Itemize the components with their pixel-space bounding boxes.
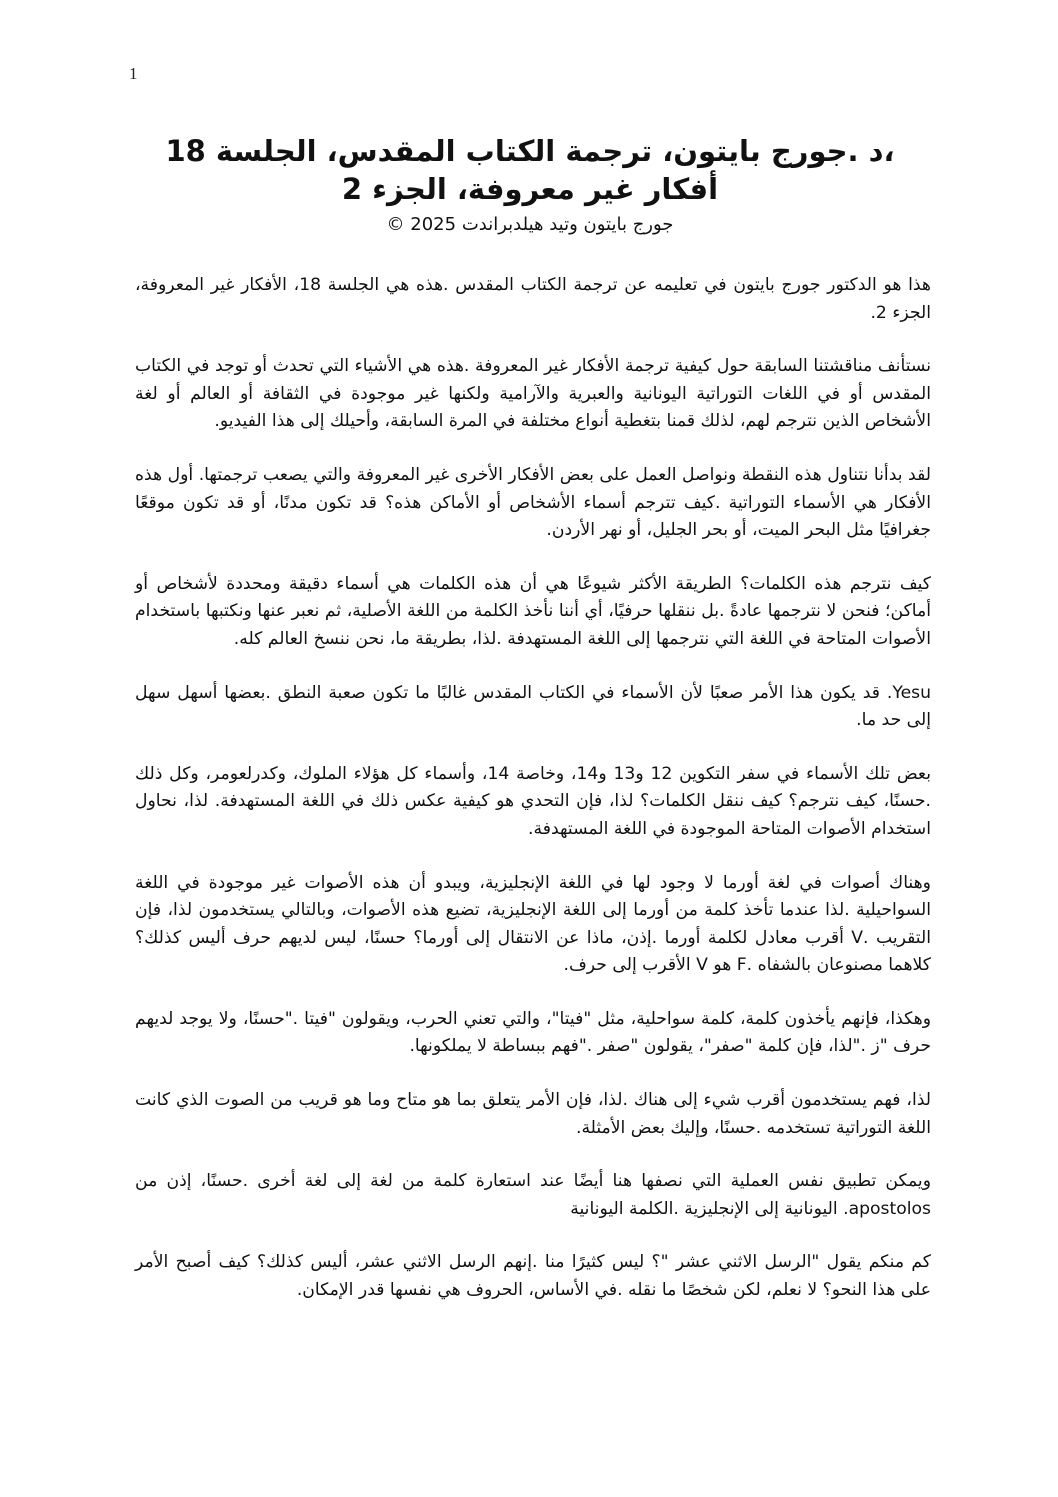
paragraph-6: بعض تلك الأسماء في سفر التكوين 12 و13 و14، وخاصة 14، وأسماء كل هؤلاء الملوك، وكدرلعومر، وكل ذلك .حسنًا، كيف نترجم؟ كيف ننقل الكلمات؟ لذا، فإن التحدي هو كيفية عكس ذلك في اللغة المستهدفة. لذا، نحاول استخدام الأصوات المتاحة الموجودة في اللغة المستهدفة. <box>135 763 931 839</box>
paragraph-1: هذا هو الدكتور جورج بايتون في تعليمه عن ترجمة الكتاب المقدس .هذه هي الجلسة 18، الأفكار غير المعروفة، الجزء 2. <box>135 275 931 323</box>
paragraph-9: لذا، فهم يستخدمون أقرب شيء إلى هناك .لذا، فإن الأمر يتعلق بما هو متاح وما هو قريب من الصوت الذي كانت اللغة التوراتية تستخدمه .حسنًا، وإليك بعض الأمثلة. <box>135 1090 931 1138</box>
paragraph-2: نستأنف مناقشتنا السابقة حول كيفية ترجمة الأفكار غير المعروفة .هذه هي الأشياء التي تحدث أو توجد في الكتاب المقدس أو في اللغات التوراتية اليونانية والعبرية والآرامية ولكنها غير موجودة في الثقافة أو العالم أو لغة الأشخاص الذين نترجم لهم، لذلك قمنا بتغطية أنواع مختلفة في المرة السابقة، وأحيلك إلى هذا الفيديو. <box>135 356 931 432</box>
paragraph-5: Yesu. قد يكون هذا الأمر صعبًا لأن الأسماء في الكتاب المقدس غالبًا ما تكون صعبة النطق .بعضها أسهل سهل إلى حد ما. <box>135 682 931 731</box>
paragraph-4: كيف نترجم هذه الكلمات؟ الطريقة الأكثر شيوعًا هي أن هذه الكلمات هي أسماء دقيقة ومحددة لأشخاص أو أماكن؛ فنحن لا نترجمها عادةً .بل ننقلها حرفيًا، أي أننا نأخذ الكلمة من اللغة الأصلية، ثم نعبر عنها ونكتبها باستخدام الأصوات المتاحة في اللغة التي نترجمها إلى اللغة المستهدفة .لذا، بطريقة ما، نحن ننسخ العالم كله. <box>135 573 931 649</box>
paragraph-8: وهكذا، فإنهم يأخذون كلمة، كلمة سواحلية، مثل "فيتا"، والتي تعني الحرب، ويقولون "فيتا ."حسنًا، ولا يوجد لديهم حرف "ز ."لذا، فإن كلمة "صفر"، يقولون "صفر ."فهم ببساطة لا يملكونها. <box>135 1008 931 1057</box>
document-title-line-2: أفكار غير معروفة، الجزء 2 <box>341 172 719 206</box>
document-title-line-1: ،د .جورج بايتون، ترجمة الكتاب المقدس، الجلسة 18 <box>165 134 895 168</box>
paragraph-7: وهناك أصوات في لغة أورما لا وجود لها في اللغة الإنجليزية، ويبدو أن هذه الأصوات غير موجودة في اللغة السواحيلية .لذا عندما تأخذ كلمة من أورما إلى اللغة الإنجليزية، تضيع هذه الأصوات، وبالتالي يستخدمون لذا، فإن التقريب .V أقرب معادل لكلمة أورما .إذن، ماذا عن الانتقال إلى أورما؟ حسنًا، ليس لديهم حرف أليس كذلك؟ كلاهما مصنوعان بالشفاه .F هو V الأقرب إلى حرف. <box>135 872 931 976</box>
paragraph-11: كم منكم يقول "الرسل الاثني عشر "؟ ليس كثيرًا منا .إنهم الرسل الاثني عشر، أليس كذلك؟ كيف أصبح الأمر على هذا النحو؟ لا نعلم، لكن شخصًا ما نقله .في الأساس، الحروف هي نفسها قدر الإمكان. <box>135 1252 931 1301</box>
paragraph-3: لقد بدأنا نتناول هذه النقطة ونواصل العمل على بعض الأفكار الأخرى غير المعروفة والتي يصعب ترجمتها. أول هذه الأفكار هي الأسماء التوراتية .كيف تترجم أسماء الأشخاص أو الأماكن هذه؟ قد تكون مدنًا، أو قد تكون موقعًا جغرافيًا مثل البحر الميت، أو بحر الجليل، أو نهر الأردن. <box>135 464 931 541</box>
copyright-line: جورج بايتون وتيد هيلدبراندت 2025 © <box>386 214 674 235</box>
page-number: 1 <box>129 64 138 83</box>
document-header <box>130 132 930 238</box>
document-body <box>135 272 931 1331</box>
paragraph-10: ويمكن تطبيق نفس العملية التي نصفها هنا أيضًا عند استعارة كلمة من لغة إلى لغة أخرى .حسنًا، إذن من apostolos. اليونانية إلى الإنجليزية .الكلمة اليونانية <box>135 1171 931 1219</box>
